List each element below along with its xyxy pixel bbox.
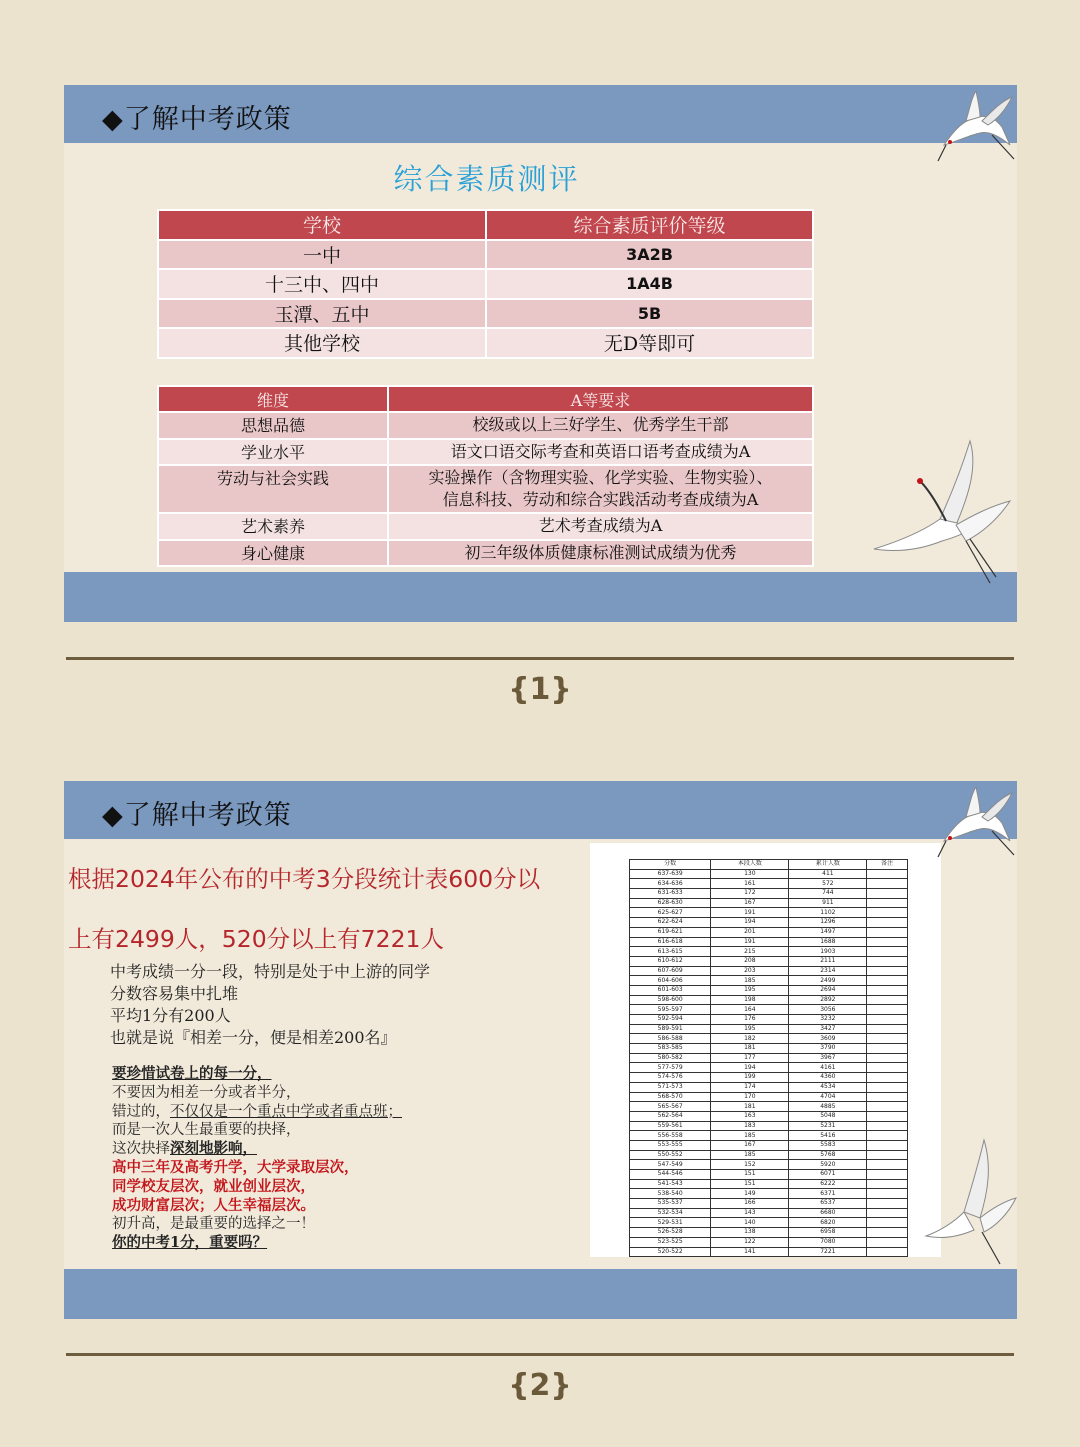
table-cell: 185: [711, 1131, 789, 1141]
table-row: [630, 1015, 908, 1025]
table-cell: [867, 908, 908, 918]
table-cell: 538-540: [630, 1189, 711, 1199]
table-row: [630, 1102, 908, 1112]
table-cell: 556-558: [630, 1131, 711, 1141]
table-cell: 122: [711, 1237, 789, 1247]
table-row: [630, 1160, 908, 1170]
table-cell: 6371: [789, 1189, 867, 1199]
table-header: A等要求: [388, 386, 813, 412]
crane-icon: [936, 87, 1016, 163]
table-cell: 592-594: [630, 1015, 711, 1025]
table-cell: 166: [711, 1199, 789, 1209]
slide-title: ◆了解中考政策: [102, 104, 292, 135]
table-cell: 622-624: [630, 918, 711, 928]
table-cell: 4704: [789, 1092, 867, 1102]
table-cell: 7221: [789, 1247, 867, 1257]
text-line: [112, 1103, 402, 1122]
table-cell: [867, 1131, 908, 1141]
table-cell: 7080: [789, 1237, 867, 1247]
table-row: [630, 1024, 908, 1034]
table-cell: 191: [711, 937, 789, 947]
table-cell: 2694: [789, 985, 867, 995]
text-line: 要珍惜试卷上的每一分，: [112, 1065, 272, 1082]
table-cell: 5416: [789, 1131, 867, 1141]
text-line: 同学校友层次，就业创业层次，: [112, 1177, 315, 1195]
table-cell: [867, 947, 908, 957]
table-cell: [867, 1102, 908, 1112]
table-cell: [867, 1005, 908, 1015]
table-row: [158, 465, 813, 513]
table-cell: 艺术考查成绩为A: [388, 513, 813, 540]
table-header: 备注: [867, 860, 908, 870]
text-span: 这次抉择: [112, 1141, 170, 1158]
table-cell: 170: [711, 1092, 789, 1102]
table-cell: 191: [711, 908, 789, 918]
table-cell: [388, 465, 813, 513]
table-header: 本段人数: [711, 860, 789, 870]
table-cell: 182: [711, 1034, 789, 1044]
table-cell: 177: [711, 1053, 789, 1063]
table-cell: [867, 1073, 908, 1083]
table-cell: 3790: [789, 1044, 867, 1054]
table-cell: [867, 1015, 908, 1025]
table-cell: 607-609: [630, 966, 711, 976]
table-cell: 143: [711, 1208, 789, 1218]
table-cell: 167: [711, 898, 789, 908]
table-cell: 玉潭、五中: [158, 299, 486, 329]
table-cell: [867, 927, 908, 937]
table-cell: [867, 1237, 908, 1247]
table-cell: [867, 976, 908, 986]
table-cell: 3A2B: [486, 240, 813, 270]
table-cell: 4534: [789, 1082, 867, 1092]
table-row: [630, 1237, 908, 1247]
table-cell: 2111: [789, 956, 867, 966]
slide-2: [64, 781, 1017, 1319]
table-cell: 181: [711, 1102, 789, 1112]
table-row: [630, 956, 908, 966]
text-span: 错过的，: [112, 1103, 170, 1120]
table-cell: 5B: [486, 299, 813, 329]
table-cell: 198: [711, 995, 789, 1005]
table-cell: 565-567: [630, 1102, 711, 1112]
table-cell: 校级或以上三好学生、优秀学生干部: [388, 412, 813, 439]
table-cell: 604-606: [630, 976, 711, 986]
table-row: [630, 995, 908, 1005]
table-cell: 411: [789, 869, 867, 879]
table-cell: 194: [711, 1063, 789, 1073]
table-cell: 194: [711, 918, 789, 928]
table-cell: 574-576: [630, 1073, 711, 1083]
table-cell: 572: [789, 879, 867, 889]
table-cell: 616-618: [630, 937, 711, 947]
table-cell: 595-597: [630, 1005, 711, 1015]
table-cell: [867, 1170, 908, 1180]
table-cell: 十三中、四中: [158, 269, 486, 299]
table-cell: 138: [711, 1228, 789, 1238]
text-line: 你的中考1分，重要吗？: [112, 1234, 268, 1252]
table-cell: 3609: [789, 1034, 867, 1044]
table-cell: 203: [711, 966, 789, 976]
table-cell: [867, 1034, 908, 1044]
table-cell: 3967: [789, 1053, 867, 1063]
table-cell: [867, 995, 908, 1005]
slide-footer-bar: [64, 1269, 1017, 1319]
table-cell: [867, 985, 908, 995]
text-span: 不仅仅是一个重点中学或者重点班；: [170, 1103, 402, 1120]
table-cell: 思想品德: [158, 412, 388, 439]
table-cell: [867, 879, 908, 889]
table-cell: 5768: [789, 1150, 867, 1160]
table-cell: 601-603: [630, 985, 711, 995]
table-cell: 5920: [789, 1160, 867, 1170]
table-row: [630, 1228, 908, 1238]
table-cell: 149: [711, 1189, 789, 1199]
table-cell: 181: [711, 1044, 789, 1054]
table-cell: [867, 1208, 908, 1218]
a-grade-requirements-table: [157, 385, 814, 567]
table-row: [630, 889, 908, 899]
table-row: [630, 927, 908, 937]
table-cell: 1497: [789, 927, 867, 937]
table-row: [630, 1044, 908, 1054]
table-cell: [867, 1121, 908, 1131]
table-cell: 劳动与社会实践: [158, 465, 388, 513]
table-row: [630, 1082, 908, 1092]
table-cell: [867, 956, 908, 966]
table-cell: 201: [711, 927, 789, 937]
table-cell: 532-534: [630, 1208, 711, 1218]
table-cell: 520-522: [630, 1247, 711, 1257]
table-cell: 6680: [789, 1208, 867, 1218]
table-cell: 130: [711, 869, 789, 879]
table-cell: 195: [711, 985, 789, 995]
table-row: [630, 1218, 908, 1228]
table-cell: 140: [711, 1218, 789, 1228]
table-cell: 学业水平: [158, 439, 388, 466]
table-cell: 215: [711, 947, 789, 957]
table-cell: [867, 1092, 908, 1102]
table-cell: [867, 1082, 908, 1092]
table-row: [630, 1199, 908, 1209]
table-row: [158, 540, 813, 567]
table-row: [630, 879, 908, 889]
slide-title: ◆了解中考政策: [102, 800, 292, 831]
table-cell: 637-639: [630, 869, 711, 879]
table-cell: 172: [711, 889, 789, 899]
table-cell: 526-528: [630, 1228, 711, 1238]
table-row: [158, 439, 813, 466]
table-cell: 6958: [789, 1228, 867, 1238]
table-row: [158, 299, 813, 329]
table-row: [630, 1053, 908, 1063]
para-line: 分数容易集中扎堆: [110, 984, 239, 1003]
table-cell: [867, 1228, 908, 1238]
crane-icon: [870, 437, 1017, 587]
table-row: [630, 1111, 908, 1121]
table-header: 学校: [158, 210, 486, 240]
table-cell: 164: [711, 1005, 789, 1015]
table-cell: 4360: [789, 1073, 867, 1083]
table-cell: 151: [711, 1179, 789, 1189]
table-cell: 185: [711, 976, 789, 986]
page-number: {2}: [508, 1368, 572, 1403]
table-cell: 619-621: [630, 927, 711, 937]
table-cell: 3427: [789, 1024, 867, 1034]
table-cell: 6222: [789, 1179, 867, 1189]
table-cell: 183: [711, 1121, 789, 1131]
table-cell: 550-552: [630, 1150, 711, 1160]
table-row: [630, 918, 908, 928]
table-row: [630, 898, 908, 908]
table-row: [630, 1005, 908, 1015]
table-row: [630, 1092, 908, 1102]
table-cell: 1903: [789, 947, 867, 957]
table-cell: 580-582: [630, 1053, 711, 1063]
table-cell: 6071: [789, 1170, 867, 1180]
table-row: [630, 1150, 908, 1160]
table-row: [630, 1073, 908, 1083]
text-line: 高中三年及高考升学，大学录取层次，: [112, 1158, 359, 1176]
text-line: [112, 1140, 402, 1159]
score-table: [629, 859, 908, 1257]
table-row: [630, 976, 908, 986]
table-cell: 541-543: [630, 1179, 711, 1189]
table-cell: 5231: [789, 1121, 867, 1131]
explanation-paragraph: [110, 961, 430, 1049]
table-cell: [867, 1179, 908, 1189]
table-row: [630, 1121, 908, 1131]
table-cell: [867, 1218, 908, 1228]
table-cell: 152: [711, 1160, 789, 1170]
table-cell: [867, 1024, 908, 1034]
table-cell: [867, 1199, 908, 1209]
table-cell: [867, 1044, 908, 1054]
table-cell: 634-636: [630, 879, 711, 889]
table-cell: 1296: [789, 918, 867, 928]
table-cell: 911: [789, 898, 867, 908]
text-line: 成功财富层次；人生幸福层次。: [112, 1196, 315, 1214]
table-header: 累计人数: [789, 860, 867, 870]
table-cell: [867, 1053, 908, 1063]
para-line: 中考成绩一分一段，特别是处于中上游的同学: [110, 962, 431, 981]
text-span: 深刻地影响，: [170, 1140, 257, 1158]
para-line: 也就是说『相差一分，便是相差200名』: [110, 1028, 397, 1047]
table-cell: 身心健康: [158, 540, 388, 567]
table-cell: 141: [711, 1247, 789, 1257]
table-cell: 6537: [789, 1199, 867, 1209]
table-cell: 3232: [789, 1015, 867, 1025]
headline: [68, 849, 588, 969]
table-cell: 185: [711, 1150, 789, 1160]
table-cell: 1688: [789, 937, 867, 947]
table-cell: [867, 1140, 908, 1150]
table-cell: 547-549: [630, 1160, 711, 1170]
table-cell: 562-564: [630, 1111, 711, 1121]
table-cell: 208: [711, 956, 789, 966]
crane-icon: [936, 783, 1016, 859]
table-row: [630, 869, 908, 879]
para-line: 平均1分有200人: [110, 1006, 231, 1025]
table-cell: [867, 1150, 908, 1160]
table-cell: 529-531: [630, 1218, 711, 1228]
table-cell: [867, 1247, 908, 1257]
table-cell: 598-600: [630, 995, 711, 1005]
section-heading: 综合素质测评: [393, 162, 580, 196]
table-cell: 161: [711, 879, 789, 889]
table-cell: 艺术素养: [158, 513, 388, 540]
table-cell: 5583: [789, 1140, 867, 1150]
crane-icon: [924, 1136, 1017, 1266]
table-row: [630, 937, 908, 947]
table-cell: [867, 1160, 908, 1170]
page-number: {1}: [508, 672, 572, 707]
headline-line: 上有2499人，520分以上有7221人: [68, 925, 444, 953]
table-cell: 其他学校: [158, 328, 486, 358]
table-cell: 589-591: [630, 1024, 711, 1034]
table-cell: 199: [711, 1073, 789, 1083]
table-cell: 语文口语交际考查和英语口语考查成绩为A: [388, 439, 813, 466]
table-cell: 初三年级体质健康标准测试成绩为优秀: [388, 540, 813, 567]
table-cell: 4161: [789, 1063, 867, 1073]
table-cell: 571-573: [630, 1082, 711, 1092]
table-cell: 625-627: [630, 908, 711, 918]
table-cell: [867, 1063, 908, 1073]
table-row: [158, 269, 813, 299]
table-row: [630, 985, 908, 995]
table-row: [630, 1247, 908, 1257]
text-line: 初升高，是最重要的选择之一！: [112, 1216, 315, 1233]
page-divider: [66, 657, 1014, 660]
table-cell: [867, 966, 908, 976]
table-cell: 1102: [789, 908, 867, 918]
table-cell: 3056: [789, 1005, 867, 1015]
table-row: [630, 947, 908, 957]
table-row: [630, 1131, 908, 1141]
table-cell: 583-585: [630, 1044, 711, 1054]
table-row: [630, 1063, 908, 1073]
table-cell: 6820: [789, 1218, 867, 1228]
table-cell: 2314: [789, 966, 867, 976]
table-row: [630, 1140, 908, 1150]
table-cell: 4885: [789, 1102, 867, 1112]
table-cell: [867, 889, 908, 899]
table-cell: 610-612: [630, 956, 711, 966]
table-row: [630, 1170, 908, 1180]
headline-line: 根据2024年公布的中考3分段统计表600分以: [68, 865, 541, 893]
table-cell: 586-588: [630, 1034, 711, 1044]
table-cell: 2499: [789, 976, 867, 986]
text-line: 而是一次人生最重要的抉择，: [112, 1122, 301, 1139]
table-cell: [867, 918, 908, 928]
table-cell: 无D等即可: [486, 328, 813, 358]
table-cell: 151: [711, 1170, 789, 1180]
table-cell: 176: [711, 1015, 789, 1025]
table-cell: 195: [711, 1024, 789, 1034]
table-cell: 163: [711, 1111, 789, 1121]
table-cell: 5048: [789, 1111, 867, 1121]
score-distribution-scan: [590, 843, 941, 1257]
school-grade-table: [157, 209, 814, 359]
table-cell: 167: [711, 1140, 789, 1150]
table-row: [630, 1189, 908, 1199]
text-line: 不要因为相差一分或者半分，: [112, 1084, 301, 1101]
table-row: [630, 1179, 908, 1189]
table-row: [630, 1034, 908, 1044]
table-header: 综合素质评价等级: [486, 210, 813, 240]
table-cell: 613-615: [630, 947, 711, 957]
table-cell: 523-525: [630, 1237, 711, 1247]
page-divider: [66, 1353, 1014, 1356]
table-row: [158, 240, 813, 270]
table-cell: 553-555: [630, 1140, 711, 1150]
table-row: [158, 412, 813, 439]
cell-line: 信息科技、劳动和综合实践活动考查成绩为A: [442, 490, 759, 509]
table-cell: 174: [711, 1082, 789, 1092]
table-row: [630, 908, 908, 918]
table-cell: [867, 937, 908, 947]
table-cell: [867, 869, 908, 879]
table-cell: 1A4B: [486, 269, 813, 299]
cell-line: 实验操作（含物理实验、化学实验、生物实验）、: [428, 468, 773, 487]
table-row: [158, 513, 813, 540]
table-cell: 一中: [158, 240, 486, 270]
table-row: [630, 966, 908, 976]
table-row: [158, 328, 813, 358]
motivation-text: [112, 1065, 402, 1253]
table-cell: 577-579: [630, 1063, 711, 1073]
table-cell: 568-570: [630, 1092, 711, 1102]
table-cell: 631-633: [630, 889, 711, 899]
table-row: [630, 1208, 908, 1218]
table-cell: 535-537: [630, 1199, 711, 1209]
table-header: 分数: [630, 860, 711, 870]
table-cell: 744: [789, 889, 867, 899]
table-cell: 628-630: [630, 898, 711, 908]
slide-1: [64, 85, 1017, 622]
table-cell: [867, 1189, 908, 1199]
table-header: 维度: [158, 386, 388, 412]
table-cell: 559-561: [630, 1121, 711, 1131]
table-cell: [867, 898, 908, 908]
table-cell: [867, 1111, 908, 1121]
table-cell: 544-546: [630, 1170, 711, 1180]
table-cell: 2892: [789, 995, 867, 1005]
